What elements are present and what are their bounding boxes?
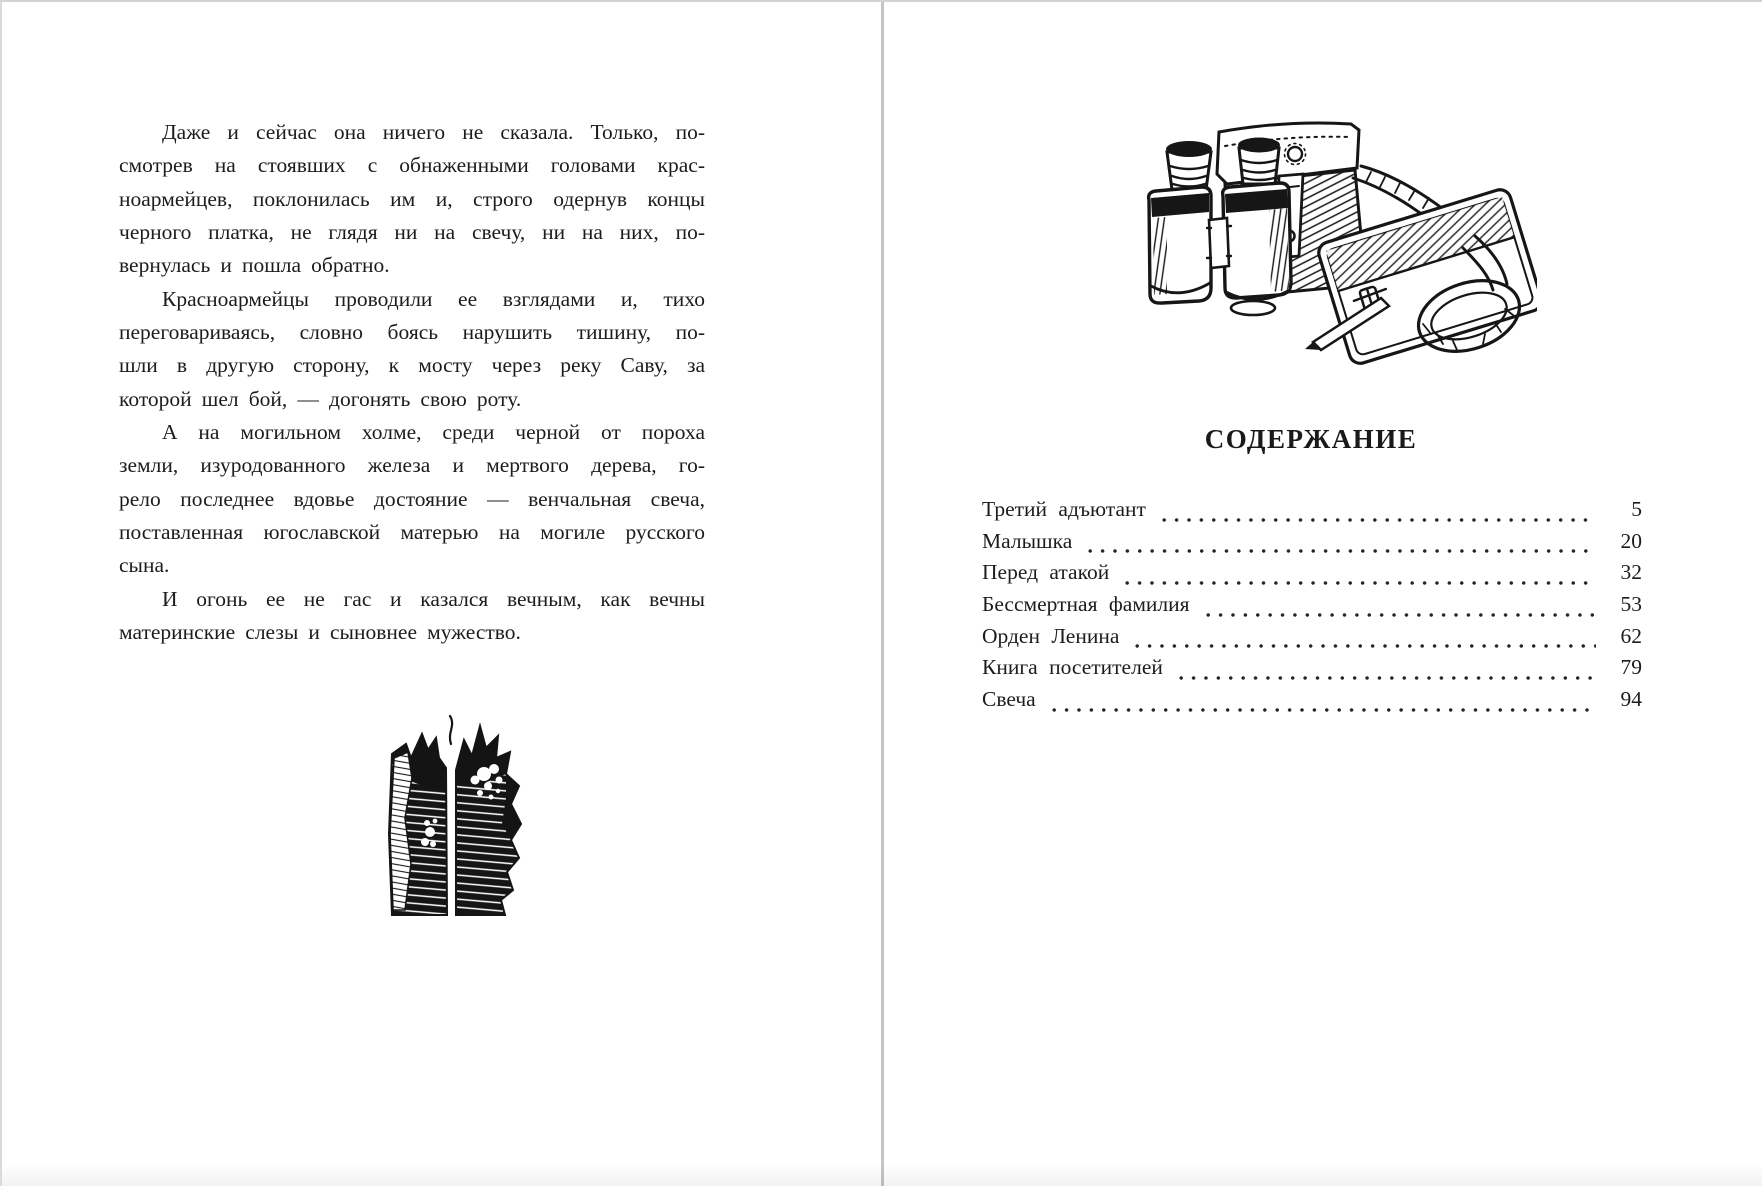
toc-dot-leader — [1158, 518, 1596, 522]
toc-title: Книга посетителей — [982, 655, 1163, 680]
toc-title: Третий адъютант — [982, 497, 1146, 521]
right-page — [884, 2, 1762, 1186]
toc-row — [982, 687, 1642, 719]
body-text-line: земли, изуродованного железа и мертвого дерева, го- — [119, 453, 705, 478]
toc-row — [982, 592, 1642, 624]
body-text-line: сына. — [119, 553, 170, 578]
toc-page-number: 5 — [1631, 497, 1642, 521]
toc-page-number: 94 — [1620, 687, 1642, 712]
toc-row — [982, 655, 1642, 687]
toc-title: Малышка — [982, 528, 1073, 553]
body-text-line: ноармейцев, поклонилась им и, строго одернув концы — [119, 186, 705, 211]
toc-row — [982, 560, 1642, 592]
contents-heading: СОДЕРЖАНИЕ — [1204, 424, 1418, 454]
body-text-line: материнские слезы и сыновнее мужество. — [119, 620, 521, 645]
toc-dot-leader — [1175, 676, 1596, 680]
toc-page-number: 79 — [1620, 655, 1642, 680]
toc-title: Свеча — [982, 687, 1036, 712]
toc-row — [982, 624, 1642, 656]
toc-page-number: 53 — [1620, 592, 1642, 617]
toc-page-number: 32 — [1620, 560, 1642, 585]
binoculars-and-field-bag-illustration — [1123, 118, 1537, 366]
toc-page-number: 62 — [1620, 623, 1642, 648]
body-text-line: И огонь ее не гас и казался вечным, как вечны — [162, 586, 705, 611]
toc-dot-leader — [1048, 708, 1596, 712]
body-text-line: рело последнее вдовье достояние — венчальная свеча, — [119, 486, 705, 511]
toc-row — [982, 497, 1642, 529]
toc-page-number: 20 — [1620, 528, 1642, 553]
toc-dot-leader — [1131, 644, 1596, 648]
left-page — [2, 2, 881, 1186]
story-text-block — [119, 116, 705, 650]
toc-dot-leader — [1084, 549, 1596, 553]
body-text-line: шли в другую сторону, к мосту через реку Саву, за — [119, 353, 705, 378]
toc-title: Перед атакой — [982, 560, 1110, 585]
broken-tree-stump-illustration — [378, 714, 528, 932]
body-text-line: вернулась и пошла обратно. — [119, 253, 390, 278]
body-text-line: Красноармейцы проводили ее взглядами и, тихо — [162, 286, 705, 311]
body-text-line: черного платка, не глядя ни на свечу, ни на них, по- — [119, 220, 705, 245]
body-text-line: Даже и сейчас она ничего не сказала. Только, по- — [162, 120, 705, 144]
toc-title: Бессмертная фамилия — [982, 592, 1190, 617]
toc-row — [982, 529, 1642, 561]
toc-dot-leader — [1121, 581, 1596, 585]
toc-dot-leader — [1202, 613, 1596, 617]
body-text-line: поставленная югославской матерью на могиле русского — [119, 520, 705, 545]
body-text-line: которой шел бой, — догонять свою роту. — [119, 386, 522, 411]
body-text-line: смотрев на стоявших с обнаженными головами крас- — [119, 153, 705, 178]
page-gutter-divider — [881, 2, 884, 1186]
body-text-line: А на могильном холме, среди черной от пороха — [162, 420, 705, 445]
table-of-contents — [982, 497, 1642, 719]
toc-title: Орден Ленина — [982, 623, 1120, 648]
body-text-line: переговариваясь, словно боясь нарушить тишину, по- — [119, 320, 705, 345]
